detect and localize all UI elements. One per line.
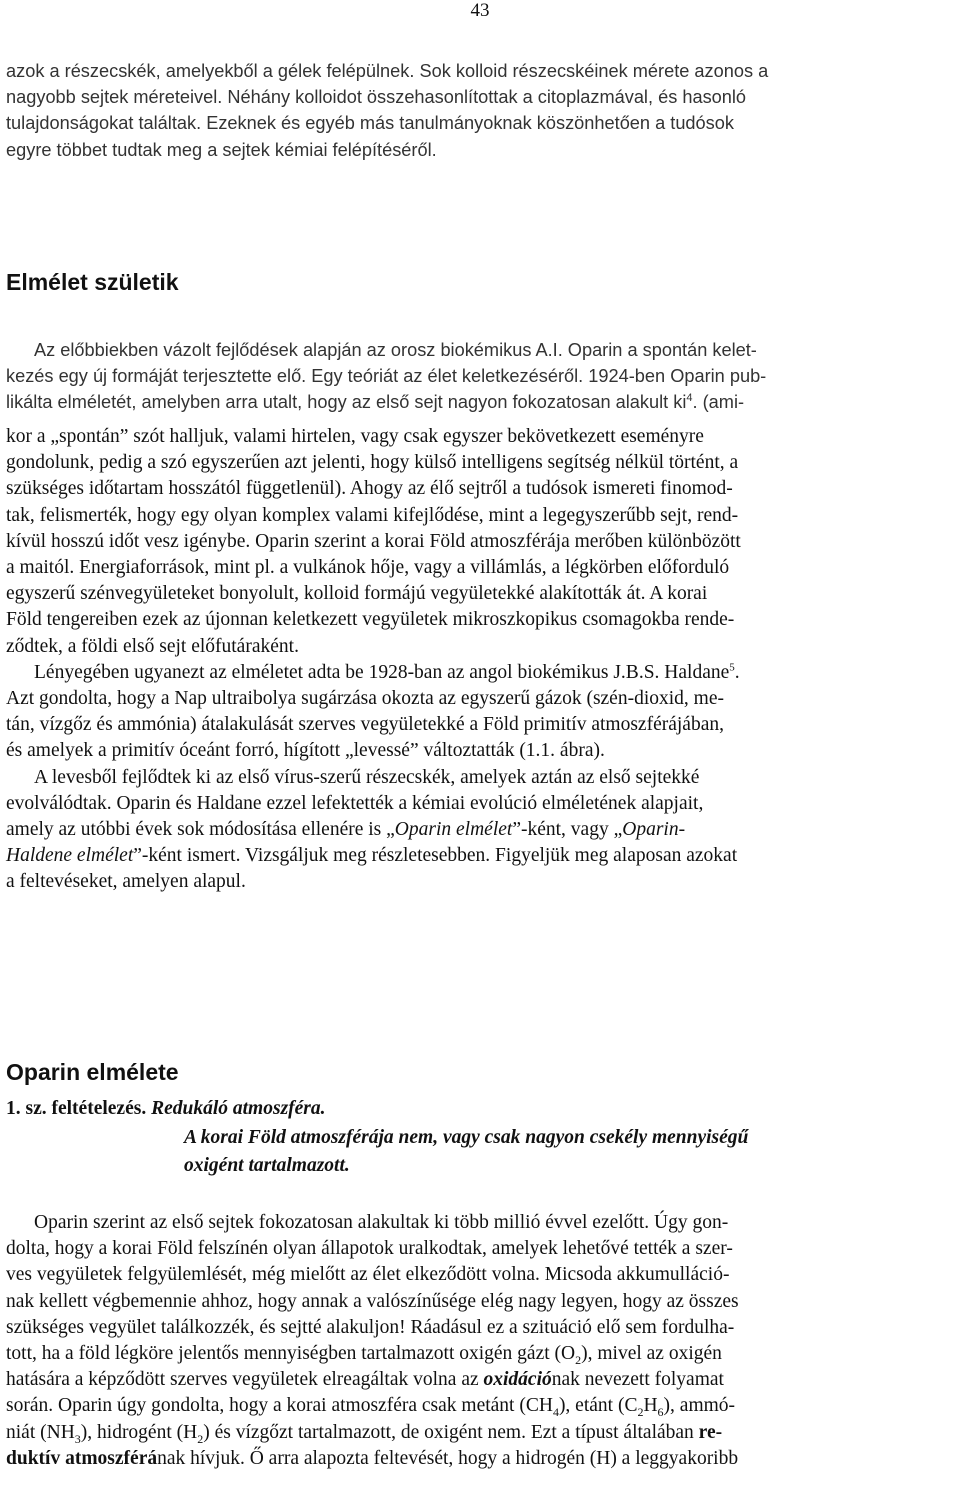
footnote-ref: 4 (686, 392, 693, 405)
text-line: evolválódtak. Oparin és Haldane ezzel lefektették a kémiai evolúció elméletének alapjait, (6, 792, 704, 814)
postulate-heading (6, 1096, 954, 1122)
text-fragment: likálta elméletét, amelyben arra utalt, hogy az első sejt nagyon fokozatosan alakult ki (6, 392, 687, 413)
text-fragment: ”-ként, vagy „ (512, 819, 623, 841)
text-line (6, 843, 954, 869)
text-fragment: H (643, 1395, 658, 1417)
text-line: Föld tengereiben ezek az újonnan keletkezett vegyületek mikroszkopikus csomagokba rende- (6, 609, 735, 631)
intro-line: azok a részecskék, amelyekből a gélek felépülnek. Sok kolloid részecskéinek mérete azonos a (6, 61, 769, 81)
text-line: oxigént tartalmazott. (184, 1155, 350, 1176)
italic-term: Oparin- (622, 819, 686, 841)
text-line: gondolunk, pedig a szó egyszerűen azt jelenti, hogy külső intelligens segítség nélkül történt, a (6, 452, 739, 474)
subscript: 6 (657, 1405, 664, 1420)
bold-term: duktív atmoszférá (6, 1447, 158, 1469)
intro-paragraph (6, 58, 954, 163)
text-fragment: ”-ként ismert. Vizsgáljuk meg részletesebben. Figyeljük meg alaposan azokat (133, 845, 738, 867)
text-fragment: niát (NH (6, 1421, 75, 1443)
text-fragment: . (ami- (692, 392, 745, 413)
intro-line: egyre többet tudtak meg a sejtek kémiai felépítéséről. (6, 139, 437, 160)
bold-term: re- (698, 1421, 723, 1443)
intro-line: nagyobb sejtek méreteivel. Néhány kolloidot összehasonlítottak a citoplazmával, és hasonló (6, 87, 747, 108)
text-line: és amelyek a primitív óceánt forró, hígított „levessé” változtatták (1.1. ábra). (6, 740, 605, 762)
text-line: Az előbbiekben vázolt fejlődések alapján az orosz biokémikus A.I. Oparin a spontán kelet- (34, 340, 757, 360)
text-line (6, 389, 954, 415)
text-line: a feltevéseket, amelyen alapul. (6, 871, 246, 893)
text-fragment: ) és vízgőzt tartalmazott, de oxigént nem. Ezt a típust általában (203, 1421, 699, 1443)
text-line: kezés egy új formáját terjesztette elő. Egy teóriát az élet keletkezéséről. 1924-ben Oparin pub- (6, 366, 767, 387)
text-fragment: ), etánt (C (558, 1395, 638, 1417)
text-line: Azt gondolta, hogy a Nap ultraibolya sugárzása okozta az egyszerű gázok (szén-dioxid, me- (6, 688, 724, 710)
text-line (6, 1367, 954, 1393)
text-line: A levesből fejlődtek ki az első vírus-szerű részecskék, amelyek aztán az első sejtekké (34, 766, 700, 788)
text-fragment: hatására a képződött szerves vegyületek elreagáltak volna az (6, 1369, 484, 1391)
intro-line: tulajdonságokat találtak. Ezeknek és egyéb más tanulmányoknak köszönhetően a tudósok (6, 113, 734, 134)
text-fragment: ), mivel az oxigén (581, 1343, 722, 1365)
section1-paragraph-1-cont (6, 424, 954, 896)
text-line: tán, vízgőz és ammónia) átalakulását szerves vegyületekké a Föld primitív atmoszférájában, (6, 714, 724, 736)
subscript: 4 (552, 1405, 559, 1420)
text-line: ves vegyületek felgyülemlését, még mielőtt az élet elkeződött volna. Micsoda akkumulláció- (6, 1264, 730, 1286)
section-heading-oparin-elmelete: Oparin elmélete (6, 1059, 179, 1085)
text-line (6, 1341, 954, 1367)
postulate-statement (184, 1124, 954, 1180)
text-line: nak kellett végbemennie ahhoz, hogy annak a valószínűsége elég nagy legyen, hogy az összes (6, 1290, 739, 1312)
footnote-ref: 5 (729, 661, 735, 674)
text-line (6, 1420, 954, 1446)
text-line: Oparin szerint az első sejtek fokozatosan alakultak ki több millió évvel ezelőtt. Úgy gon- (34, 1212, 729, 1233)
text-line (6, 1446, 954, 1472)
italic-term: Haldene elmélet (6, 845, 134, 867)
subscript: 3 (74, 1431, 81, 1446)
subscript: 2 (637, 1405, 644, 1420)
text-line: egyszerű szénvegyületeket bonyolult, kolloid formájú vegyületekké alakították át. A korai (6, 583, 708, 605)
text-line (6, 1393, 954, 1419)
text-line: A korai Föld atmoszférája nem, vagy csak nagyon csekély mennyiségű (184, 1127, 749, 1148)
text-fragment: . (734, 661, 740, 683)
text-fragment: ), hidrogént (H (80, 1421, 198, 1443)
section1-paragraph-1 (6, 337, 954, 416)
page-number: 43 (470, 0, 490, 21)
section2-paragraph-1 (6, 1210, 954, 1472)
text-line: kívül hosszú időt vesz igénybe. Oparin szerint a korai Föld atmoszférája merőben különbözött (6, 530, 741, 552)
text-line: ződtek, a földi első sejt előfutáraként. (6, 635, 299, 657)
subscript: 2 (197, 1431, 204, 1446)
text-line: kor a „spontán” szót halljuk, valami hirtelen, vagy csak egyszer bekövetkezett eseményre (6, 426, 704, 447)
text-line: dolta, hogy a korai Föld felszínén olyan állapotok uralkodtak, amelyek lehetővé tették a szer- (6, 1238, 733, 1260)
text-line (6, 817, 954, 843)
text-fragment: amely az utóbbi évek sok módosítása ellenére is „ (6, 819, 395, 841)
text-line: szükséges időtartam hosszától függetlenül). Ahogy az élő sejtről a tudósok ismereti finomod- (6, 478, 733, 500)
text-line (6, 660, 954, 686)
postulate-label: 1. sz. feltételezés. (6, 1098, 147, 1119)
text-line: szükséges vegyület találkozzék, és sejtté alakuljon! Ráadásul ez a szituáció elő sem fordulha- (6, 1316, 735, 1338)
emphasis-term: oxidáció (483, 1369, 552, 1391)
postulate-title: Redukáló atmoszféra. (151, 1098, 326, 1119)
text-fragment: ), ammó- (663, 1395, 736, 1417)
text-line: a maitól. Energiaforrások, mint pl. a vulkánok hője, vagy a villámlás, a légkörben előforduló (6, 557, 730, 579)
text-fragment: nak nevezett folyamat (551, 1369, 724, 1391)
section-heading-elmelet-szuletik: Elmélet születik (6, 269, 179, 295)
subscript: 2 (575, 1352, 582, 1367)
italic-term: Oparin elmélet (394, 819, 513, 841)
text-fragment: Lényegében ugyanezt az elméletet adta be 1928-ban az angol biokémikus J.B.S. Haldane (34, 661, 730, 683)
text-line: tak, felismerték, hogy egy olyan komplex valami kifejlődése, mint a legegyszerűbb sejt, rend- (6, 504, 739, 526)
text-fragment: tott, ha a föld légköre jelentős mennyiségben tartalmazott oxigén gázt (O (6, 1343, 576, 1365)
text-fragment: nak hívjuk. Ő arra alapozta feltevését, hogy a hidrogén (H) a leggyakoribb (157, 1447, 739, 1469)
text-fragment: során. Oparin úgy gondolta, hogy a korai atmoszféra csak metánt (CH (6, 1395, 553, 1417)
